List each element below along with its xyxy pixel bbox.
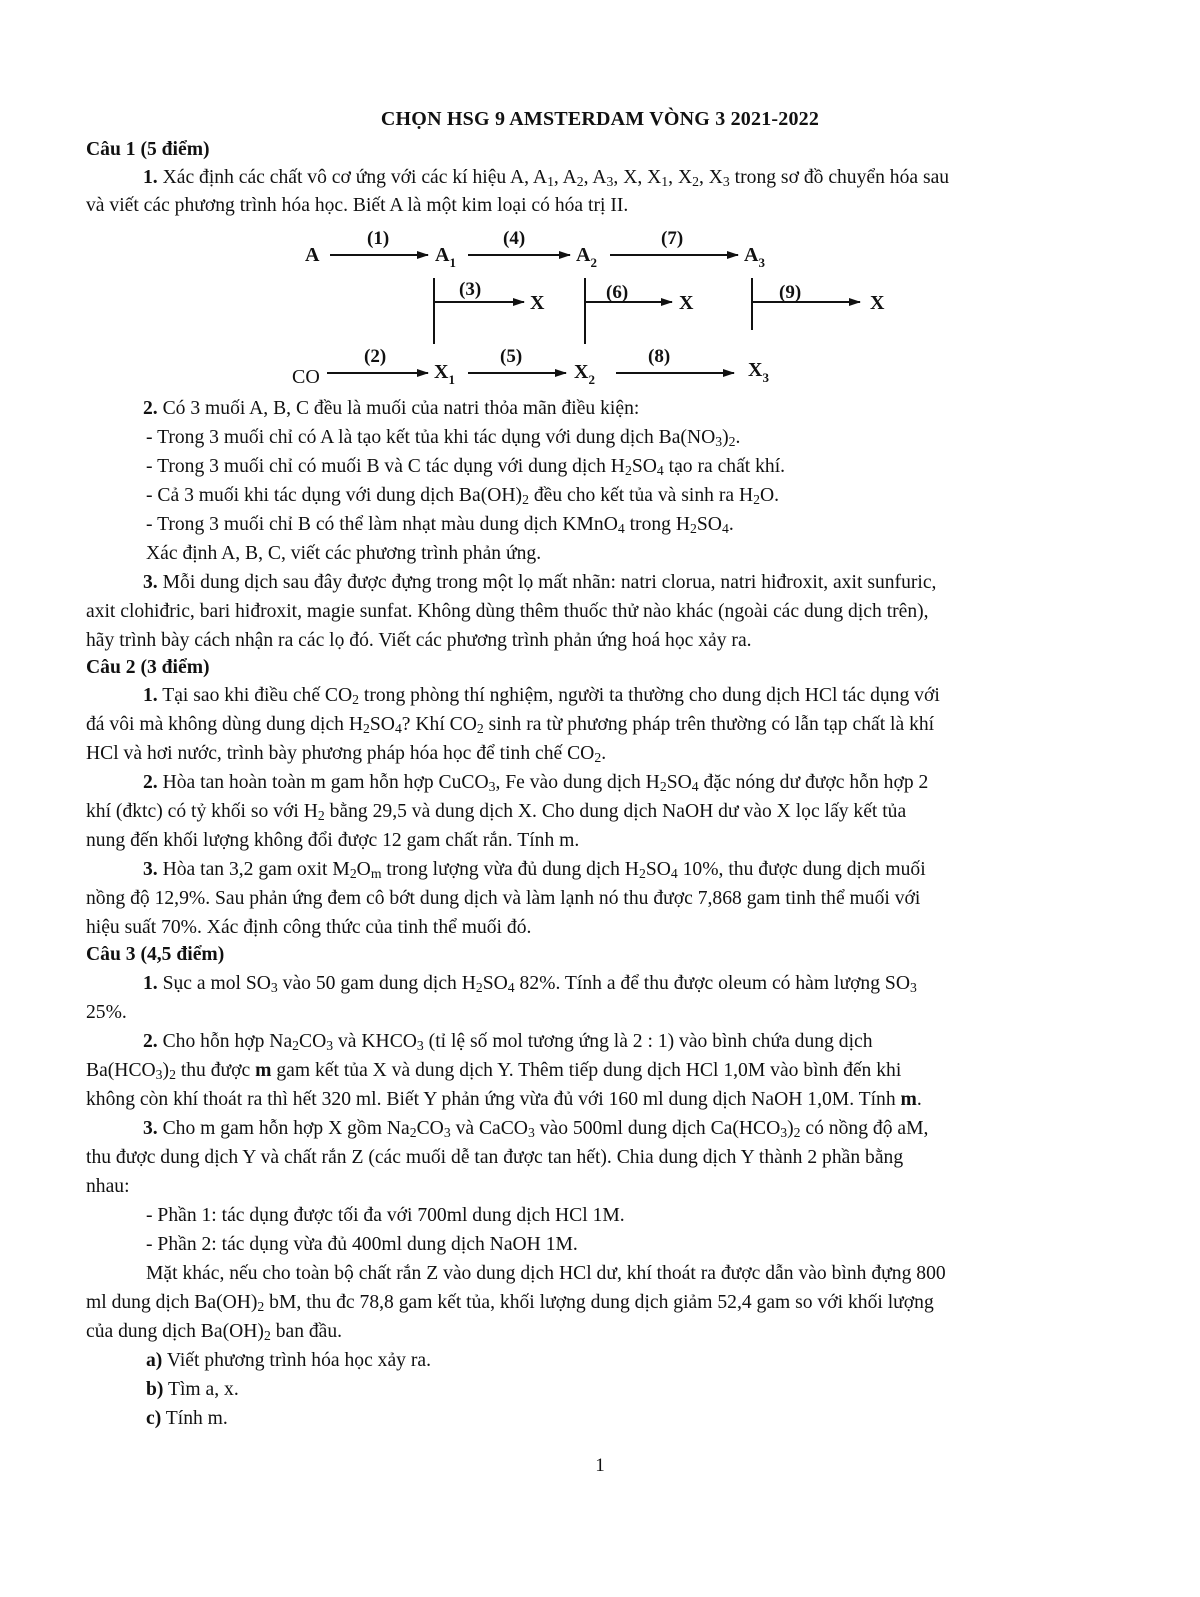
q3-part3-sub-c: c) Tính m. <box>146 1408 228 1429</box>
label-step-4: (4) <box>503 228 526 249</box>
q3-part3-portion-2: - Phần 2: tác dụng vừa đủ 400ml dung dịch NaOH 1M. <box>146 1234 578 1255</box>
q2-part2-line1: 2. Hòa tan hoàn toàn m gam hỗn hợp CuCO$_3$, Fe vào dung dịch $H_2SO_4$ đặc nóng dư được hỗn hợp 2 <box>143 772 929 794</box>
q1-part2-condition-1: - Trong 3 muối chỉ có A là tạo kết tủa khi tác dụng với dung dịch $Ba(NO_3)_2$. <box>146 427 741 449</box>
q3-part3-line1: 3. Cho m gam hỗn hợp X gồm $Na_2CO_3$ và CaCO$_3$ vào 500ml dung dịch $Ca(HCO_3)_2$ có nồng độ aM, <box>143 1118 929 1140</box>
q1-part3-line1: 3. Mỗi dung dịch sau đây được đựng trong một lọ mất nhãn: natri clorua, natri hiđroxit, axit sunfuric, <box>143 572 937 593</box>
label-step-6: (6) <box>606 282 629 303</box>
q1-part2-intro: 2. Có 3 muối A, B, C đều là muối của natri thỏa mãn điều kiện: <box>143 398 640 419</box>
node-A1: $A_1$ <box>435 244 456 270</box>
node-A: A <box>305 244 320 266</box>
q2-part2-line3: nung đến khối lượng không đổi được 12 gam chất rắn. Tính m. <box>86 830 580 851</box>
label-step-1: (1) <box>367 228 390 249</box>
q1-part2-condition-4: - Trong 3 muối chỉ B có thể làm nhạt màu dung dịch KMnO$_4$ trong $H_2SO_4$. <box>146 514 734 536</box>
node-X1: $X_1$ <box>434 361 455 387</box>
q1-part3-line3: hãy trình bày cách nhận ra các lọ đó. Viết các phương trình phản ứng hoá học xảy ra. <box>86 630 752 651</box>
q3-part3-line3: nhau: <box>86 1176 130 1197</box>
q3-sub-a-text: Viết phương trình hóa học xảy ra. <box>166 1350 431 1371</box>
q3-part2-line2: $Ba(HCO_3)_2$ thu được m gam kết tủa X và dung dịch Y. Thêm tiếp dung dịch HCl 1,0M vào bình đến khi <box>86 1060 902 1082</box>
question-2-heading: Câu 2 (3 điểm) <box>86 657 210 678</box>
label-step-5: (5) <box>500 346 523 367</box>
node-A3: $A_3$ <box>744 244 765 270</box>
q1-part2-condition-3: - Cả 3 muối khi tác dụng với dung dịch $Ba(OH)_2$ đều cho kết tủa và sinh ra $H_2O$. <box>146 485 780 507</box>
q2-part1-line1: 1. Tại sao khi điều chế $CO_2$ trong phòng thí nghiệm, người ta thường cho dung dịch HCl tác dụng với <box>143 685 940 707</box>
q3-part3-portion-1: - Phần 1: tác dụng được tối đa với 700ml dung dịch HCl 1M. <box>146 1205 625 1226</box>
q3-part3-line2: thu được dung dịch Y và chất rắn Z (các muối dễ tan được tan hết). Chia dung dịch Y thành 2 phần bằng <box>86 1147 904 1168</box>
label-step-3: (3) <box>459 279 482 300</box>
q2-part2-line2: khí (đktc) có tỷ khối so với $H_2$ bằng 29,5 và dung dịch X. Cho dung dịch NaOH dư vào X lọc lấy kết tủa <box>86 801 907 823</box>
q2-part3-line3: hiệu suất 70%. Xác định công thức của tinh thể muối đó. <box>86 917 532 938</box>
question-3-heading: Câu 3 (4,5 điểm) <box>86 944 225 965</box>
node-CO: CO <box>292 366 320 388</box>
q3-part2-line1: 2. Cho hỗn hợp $Na_2CO_3$ và $KHCO_3$ (tỉ lệ số mol tương ứng là 2 : 1) vào bình chứa dung dịch <box>143 1031 873 1053</box>
node-A2: $A_2$ <box>576 244 597 270</box>
q3-part3-line4: Mặt khác, nếu cho toàn bộ chất rắn Z vào dung dịch HCl dư, khí thoát ra được dẫn vào bình đựng 800 <box>146 1263 946 1284</box>
label-step-2: (2) <box>364 346 387 367</box>
q2-part1-line2: đá vôi mà không dùng dung dịch $H_2SO_4$? Khí $CO_2$ sinh ra từ phương pháp trên thường có lẫn tạp chất là khí <box>86 714 935 736</box>
exam-title: CHỌN HSG 9 AMSTERDAM VÒNG 3 2021-2022 <box>380 108 820 130</box>
label-step-7: (7) <box>661 228 684 249</box>
q1-part1-line2: và viết các phương trình hóa học. Biết A là một kim loại có hóa trị II. <box>86 195 629 216</box>
q1-part1-line1: 1. Xác định các chất vô cơ ứng với các kí hiệu A, $A_1$, $A_2$, $A_3$, X, $X_1$, $X_2$, $X_3$ trong sơ đồ chuyển hóa sau <box>143 167 950 189</box>
label-step-8: (8) <box>648 346 671 367</box>
label-step-9: (9) <box>779 282 802 303</box>
node-X3: $X_3$ <box>748 359 769 385</box>
q3-sub-c-text: Tính m. <box>165 1408 228 1429</box>
q3-sub-b-text: Tìm a, x. <box>167 1379 239 1400</box>
q1-part2-task: Xác định A, B, C, viết các phương trình phản ứng. <box>146 543 542 564</box>
q3-part3-sub-a: a) Viết phương trình hóa học xảy ra. <box>146 1350 431 1371</box>
q3-part2-line3: không còn khí thoát ra thì hết 320 ml. Biết Y phản ứng vừa đủ với 160 ml dung dịch NaOH 1,0M. Tính m. <box>86 1089 922 1110</box>
page-number: 1 <box>595 1455 605 1476</box>
q3-part3-sub-b: b) Tìm a, x. <box>146 1379 239 1400</box>
q3-part3-line6: của dung dịch $Ba(OH)_2$ ban đầu. <box>86 1321 343 1343</box>
node-X2: $X_2$ <box>574 361 595 387</box>
product-X-1: X <box>530 292 545 314</box>
q1-part3-line2: axit clohiđric, bari hiđroxit, magie sunfat. Không dùng thêm thuốc thử nào khác (ngoài các dung dịch trên), <box>86 601 929 622</box>
product-X-2: X <box>679 292 694 314</box>
q2-part3-line1: 3. Hòa tan 3,2 gam oxit $M_2O_m$ trong lượng vừa đủ dung dịch $H_2SO_4$ 10%, thu được dung dịch muối <box>143 859 926 881</box>
q1-part2-condition-2: - Trong 3 muối chỉ có muối B và C tác dụng với dung dịch $H_2SO_4$ tạo ra chất khí. <box>146 456 786 478</box>
q2-part1-line3: HCl và hơi nước, trình bày phương pháp hóa học để tinh chế $CO_2$. <box>86 743 607 765</box>
reaction-scheme <box>0 220 1200 390</box>
q2-part3-line2: nồng độ 12,9%. Sau phản ứng đem cô bớt dung dịch và làm lạnh nó thu được 7,868 gam tinh thể muối với <box>86 888 921 909</box>
q3-part1-line1: 1. Sục a mol $SO_3$ vào 50 gam dung dịch $H_2SO_4$ 82%. Tính a để thu được oleum có hàm lượng $SO_3$ <box>143 973 917 995</box>
q3-part3-line5: ml dung dịch $Ba(OH)_2$ bM, thu đc 78,8 gam kết tủa, khối lượng dung dịch giảm 52,4 gam so với khối lượng <box>86 1292 934 1314</box>
product-X-3: X <box>870 292 885 314</box>
question-1-heading: Câu 1 (5 điểm) <box>86 139 210 160</box>
q3-part1-line2: 25%. <box>86 1002 127 1023</box>
